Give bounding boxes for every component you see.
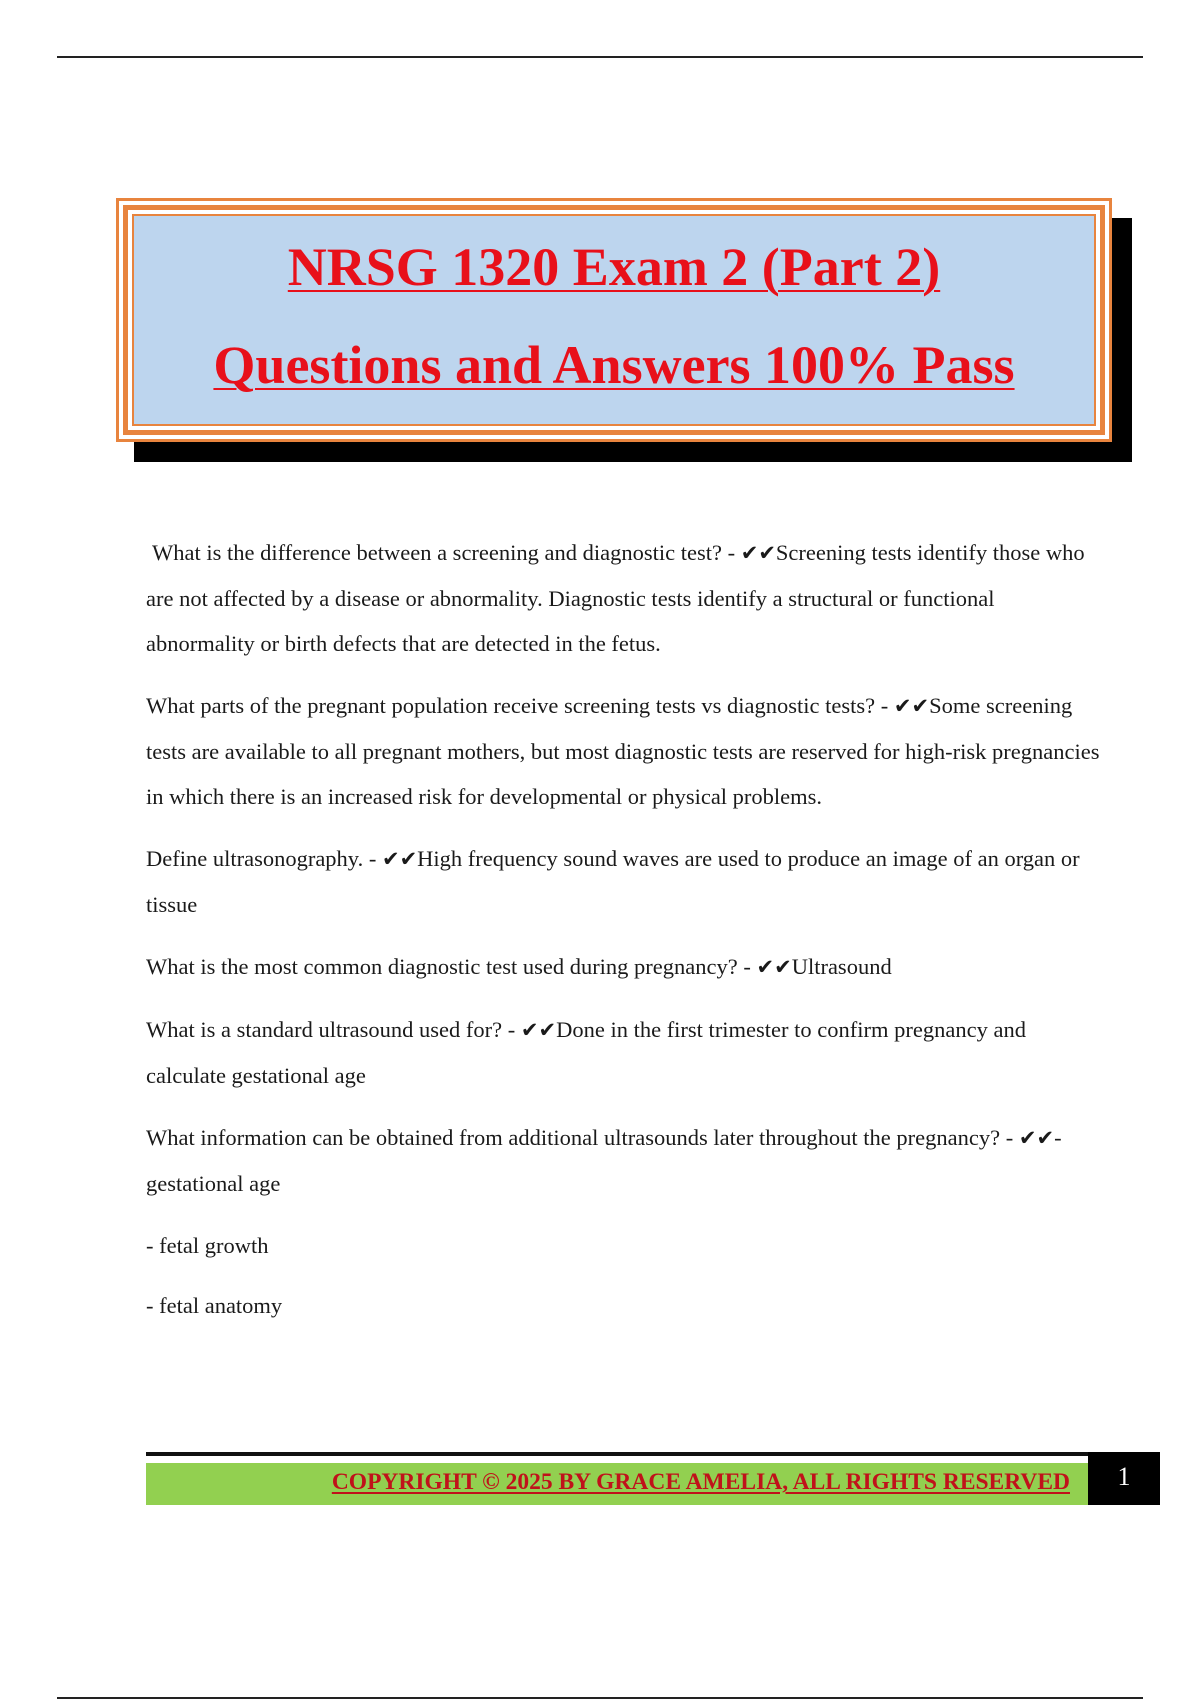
question-text: What is the most common diagnostic test used during pregnancy? - [146, 954, 757, 979]
qa-item [146, 836, 1106, 927]
answer-text: - gestational age [146, 1125, 1062, 1196]
qa-item [146, 683, 1106, 819]
check-icon: ✔✔ [893, 694, 930, 718]
question-text: Define ultrasonography. - [146, 846, 382, 871]
answer-text: Done in the first trimester to confirm pregnancy and calculate gestational age [146, 1017, 1026, 1088]
title-box [116, 198, 1112, 442]
question-text: What is the difference between a screening and diagnostic test? - [152, 540, 741, 565]
copyright-text: COPYRIGHT © 2025 BY GRACE AMELIA, ALL RIGHTS RESERVED [331, 1469, 1070, 1495]
answer-text: Some screening tests are available to all pregnant mothers, but most diagnostic tests are reserved for high-risk pregnancies in which there is an increased risk for developmental or physical problems. [146, 693, 1100, 809]
check-icon: ✔✔ [1018, 1126, 1055, 1150]
qa-item [146, 530, 1106, 666]
check-icon: ✔✔ [740, 541, 776, 565]
title-line-1: NRSG 1320 Exam 2 (Part 2) [287, 237, 941, 297]
check-icon: ✔✔ [381, 847, 418, 871]
question-text: What information can be obtained from additional ultrasounds later throughout the pregnancy? - [146, 1125, 1019, 1150]
check-icon: ✔✔ [520, 1018, 557, 1042]
qa-item [146, 1007, 1106, 1098]
answer-sub-item: - fetal growth [146, 1233, 269, 1258]
answer-text: Ultrasound [791, 954, 892, 979]
question-text: What is a standard ultrasound used for? - [146, 1017, 521, 1042]
answer-text: Screening tests identify those who are not affected by a disease or abnormality. Diagnostic tests identify a structural or functional abnormality or birth defects that are detected in the fetus. [146, 540, 1085, 656]
answer-text: High frequency sound waves are used to produce an image of an organ or tissue [146, 846, 1080, 917]
page-number: 1 [1088, 1452, 1160, 1505]
footer-bar [146, 1463, 1088, 1505]
footer-rule [146, 1452, 1088, 1456]
title-line-2: Questions and Answers 100% Pass [213, 335, 1015, 395]
qa-list [146, 530, 1106, 1343]
top-rule [57, 56, 1143, 58]
question-text: What parts of the pregnant population receive screening tests vs diagnostic tests? - [146, 693, 894, 718]
bottom-rule [57, 1697, 1143, 1699]
answer-sub-item: - fetal anatomy [146, 1293, 283, 1318]
qa-item [146, 944, 1106, 990]
qa-item [146, 1115, 1106, 1206]
check-icon: ✔✔ [756, 955, 792, 979]
